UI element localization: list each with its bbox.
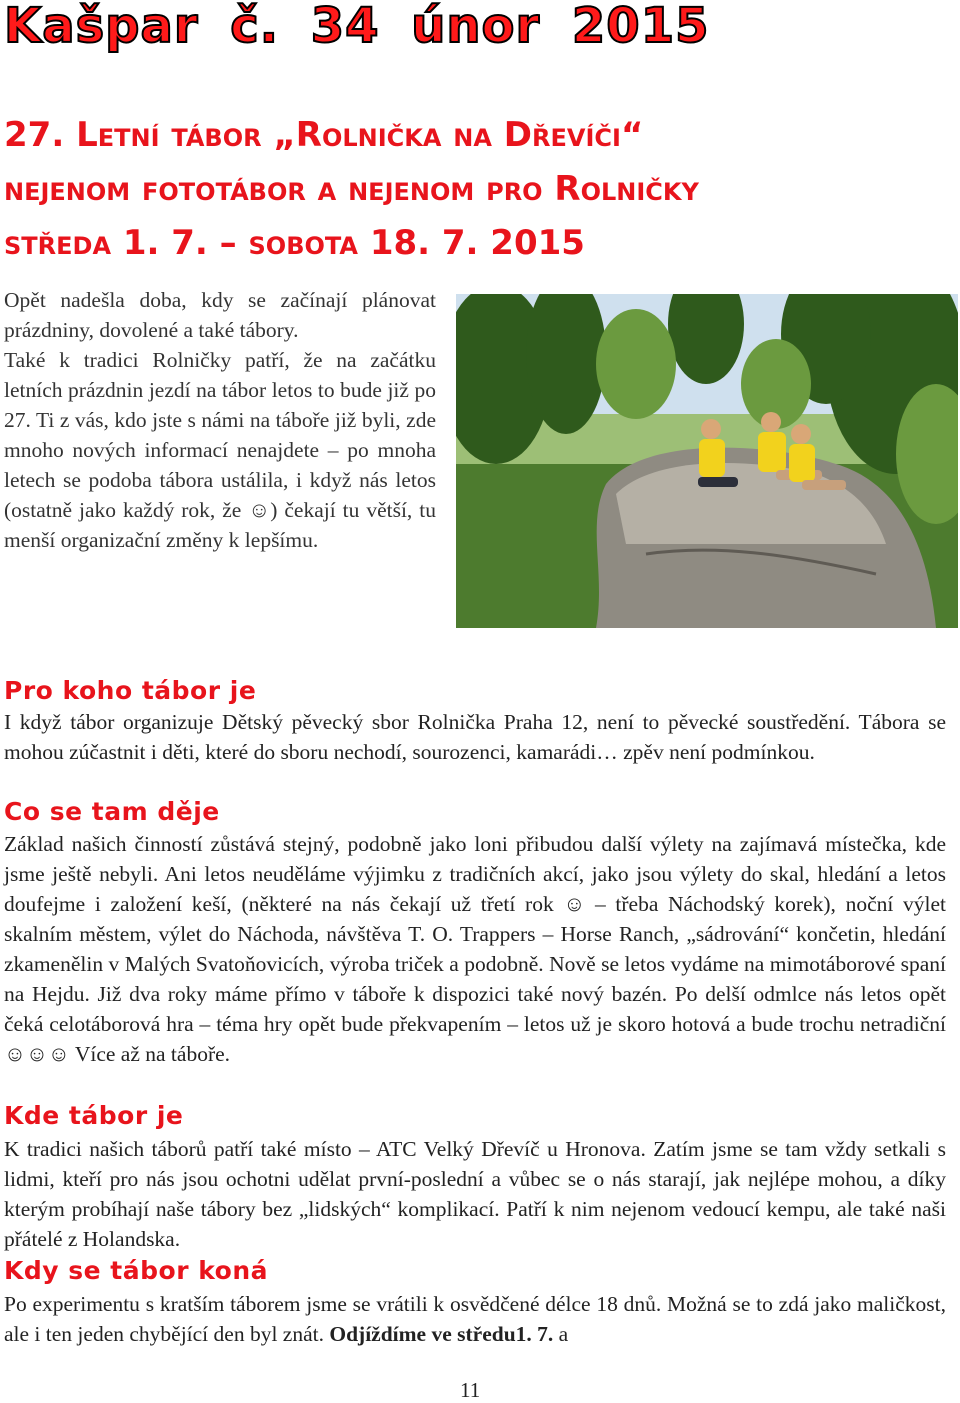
section-body-when-text: Po experimentu s kratším táborem jsme se vrátili k osvědčené délce 18 dnů. Možná se to zdá jako maličkost, ale i ten jeden chybějící den byl znát. — [4, 1292, 946, 1346]
camp-photo-illustration — [456, 294, 958, 628]
camp-photo — [456, 294, 958, 628]
section-title-when: Kdy se tábor koná — [4, 1256, 269, 1285]
section-title-where: Kde tábor je — [4, 1101, 184, 1130]
headline-line-2: nejenom fototábor a nejenom pro Rolničky — [4, 169, 699, 209]
newsletter-masthead: Kašpar č. 34 únor 2015 — [4, 0, 710, 54]
section-title-activities: Co se tam děje — [4, 797, 220, 826]
intro-text — [4, 285, 436, 555]
page-number: 11 — [460, 1378, 481, 1402]
section-body-where: K tradici našich táborů patří také místo – ATC Velký Dřevíč u Hronova. Zatím jsme se tam vždy setkali s lidmi, kteří pro nás jsou ochotni udělat první-poslední a vůbec se o nás starají, jak nejlépe mohou, a díky kterým probíhají naše tábory bez „lidských“ komplikací. Patří k nim nejenom vedoucí kempu, ale také naši přátelé z Holandska. — [4, 1137, 946, 1251]
section-body-when-tail: a — [558, 1322, 569, 1346]
departure-date: Odjíždíme ve středu1. 7. — [329, 1322, 554, 1346]
section-body-activities: Základ našich činností zůstává stejný, podobně jako loni přibudou další výlety na zajímavá místečka, kde jsme ještě nebyli. Ani letos neuděláme výjimku z tradičních akcí, jako jsou výlety do skal, hledání a letos doufejme i založení keší, (některé na nás čekají už třetí rok ☺ – třeba Náchodský korek), noční výlet skalním městem, výlet do Náchoda, návštěva T. O. Trappers – Horse Ranch, „sádrování“ končetin, hledání zkamenělin v Malých Svatoňovicích, výroba triček a podobně. Nově se letos vydáme na mimotáborové spaní na Hejdu. Již dva roky máme přímo v táboře k dispozici také nový bazén. Po delší odmlce nás letos opět čeká celotáborová hra – téma hry opět bude překvapením – letos už je skoro hotová a bude trochu netradiční ☺☺☺ Více až na táboře. — [4, 832, 946, 1066]
headline-line-3: středa 1. 7. – sobota 18. 7. 2015 — [4, 223, 585, 263]
headline-line-1: 27. Letní tábor „Rolnička na Dřevíči“ — [4, 115, 644, 155]
intro-paragraph-2: Také k tradici Rolničky patří, že na začátku letních prázdnin jezdí na tábor letos to bude již po 27. Ti z vás, kdo jste s námi na táboře již byli, zde mnoho nových informací nenajdete – po mnoha letech se podoba tábora ustálila, i když nás letos (ostatně jako každý rok, že ☺) čekají tu větší, tu menší organizační změny k lepšímu. — [4, 348, 436, 552]
article-headline — [4, 108, 699, 270]
section-body-when — [4, 1289, 946, 1349]
intro-paragraph-1: Opět nadešla doba, kdy se začínají plánovat prázdniny, dovolené a také tábory. — [4, 288, 436, 342]
section-title-who: Pro koho tábor je — [4, 676, 257, 705]
section-body-who: I když tábor organizuje Dětský pěvecký sbor Rolnička Praha 12, není to pěvecké soustředění. Tábora se mohou zúčastnit i děti, které do sboru nechodí, sourozenci, kamarádi… zpěv není podmínkou. — [4, 710, 946, 764]
